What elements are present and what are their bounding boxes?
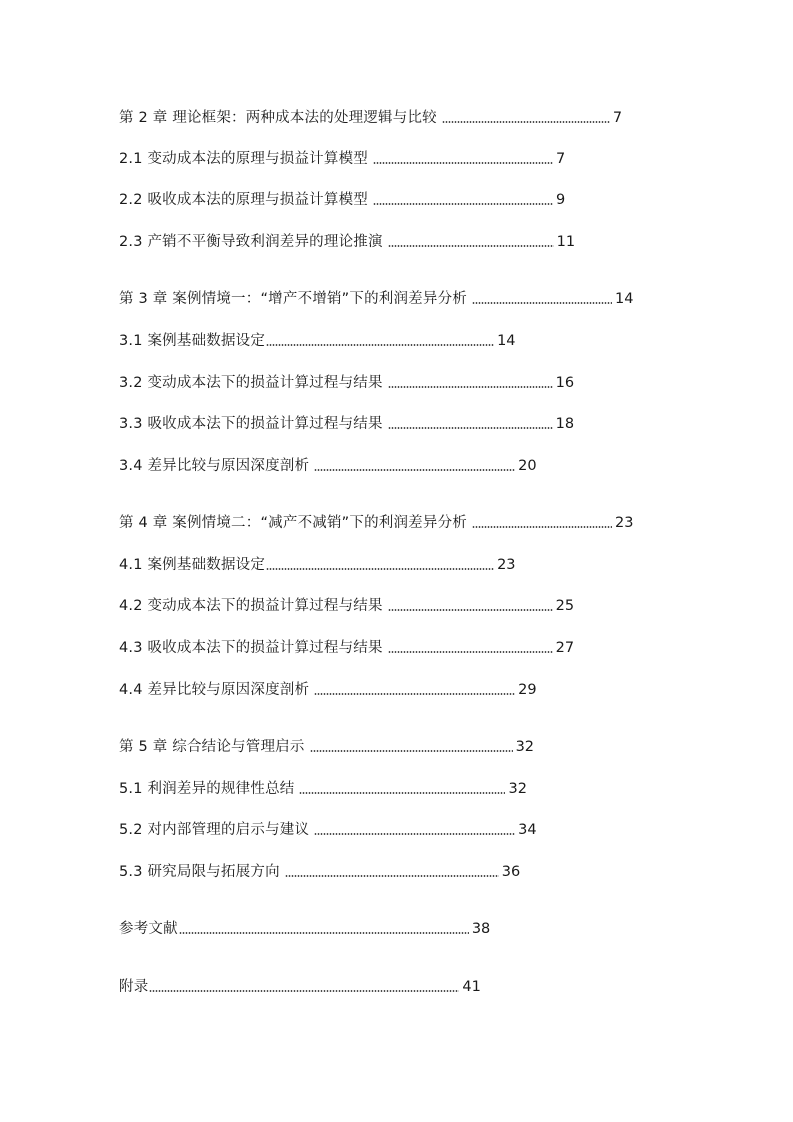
toc-entry-4-1[interactable] bbox=[119, 554, 516, 576]
toc-dot-leader bbox=[472, 526, 612, 528]
toc-page-number: 7 bbox=[555, 151, 566, 167]
toc-page-number: 38 bbox=[471, 921, 491, 937]
toc-entry-ch2[interactable] bbox=[119, 107, 622, 129]
toc-entry-title: 2.3 产销不平衡导致利润差异的理论推演 bbox=[119, 234, 383, 250]
toc-dot-leader bbox=[299, 792, 505, 794]
toc-entry-ch4[interactable] bbox=[119, 512, 633, 534]
toc-entry-title: 第 3 章 案例情境一：“增产不增销”下的利润差异分析 bbox=[119, 291, 467, 307]
toc-entry-title: 5.1 利润差异的规律性总结 bbox=[119, 781, 295, 797]
toc-entry-3-1[interactable] bbox=[119, 330, 516, 352]
toc-entry-title: 5.3 研究局限与拓展方向 bbox=[119, 864, 280, 880]
toc-entry-3-3[interactable] bbox=[119, 413, 574, 435]
toc-page-number: 27 bbox=[555, 640, 575, 656]
toc-dot-leader bbox=[388, 386, 553, 388]
toc-entry-title: 3.4 差异比较与原因深度剖析 bbox=[119, 458, 310, 474]
toc-page-number: 14 bbox=[497, 333, 516, 349]
toc-dot-leader bbox=[388, 427, 553, 429]
toc-page-number: 34 bbox=[518, 822, 537, 838]
toc-page-number: 32 bbox=[508, 781, 527, 797]
toc-dot-leader bbox=[472, 302, 612, 304]
toc-entry-references[interactable] bbox=[119, 918, 490, 940]
toc-dot-leader bbox=[388, 245, 554, 247]
toc-page-number: 9 bbox=[555, 192, 566, 208]
toc-entry-4-2[interactable] bbox=[119, 595, 574, 617]
toc-entry-title: 2.2 吸收成本法的原理与损益计算模型 bbox=[119, 192, 368, 208]
toc-dot-leader bbox=[442, 121, 610, 123]
toc-page-number: 23 bbox=[614, 515, 634, 531]
toc-entry-title: 4.1 案例基础数据设定 bbox=[119, 557, 266, 573]
toc-entry-title: 3.2 变动成本法下的损益计算过程与结果 bbox=[119, 375, 383, 391]
toc-page-number: 25 bbox=[555, 598, 575, 614]
toc-dot-leader bbox=[266, 344, 494, 346]
toc-entry-3-4[interactable] bbox=[119, 455, 537, 477]
toc-entry-title: 4.3 吸收成本法下的损益计算过程与结果 bbox=[119, 640, 383, 656]
toc-dot-leader bbox=[314, 469, 515, 471]
toc-entry-4-4[interactable] bbox=[119, 679, 537, 701]
toc-entry-title: 附录 bbox=[119, 979, 149, 995]
toc-entry-2-2[interactable] bbox=[119, 189, 565, 211]
toc-dot-leader bbox=[266, 568, 494, 570]
toc-dot-leader bbox=[373, 162, 553, 164]
toc-page-number: 41 bbox=[462, 979, 481, 995]
toc-entry-3-2[interactable] bbox=[119, 372, 574, 394]
toc-page-number: 11 bbox=[556, 234, 576, 250]
toc-entry-title: 3.1 案例基础数据设定 bbox=[119, 333, 266, 349]
toc-dot-leader bbox=[310, 750, 513, 752]
toc-entry-title: 4.4 差异比较与原因深度剖析 bbox=[119, 682, 310, 698]
toc-entry-title: 2.1 变动成本法的原理与损益计算模型 bbox=[119, 151, 368, 167]
toc-entry-ch5[interactable] bbox=[119, 736, 534, 758]
toc-dot-leader bbox=[149, 990, 459, 992]
toc-entry-2-3[interactable] bbox=[119, 231, 575, 253]
toc-entry-title: 4.2 变动成本法下的损益计算过程与结果 bbox=[119, 598, 383, 614]
toc-page-number: 20 bbox=[518, 458, 537, 474]
toc-entry-title: 3.3 吸收成本法下的损益计算过程与结果 bbox=[119, 416, 383, 432]
toc-page-number: 14 bbox=[614, 291, 634, 307]
toc-dot-leader bbox=[314, 693, 515, 695]
toc-entry-title: 5.2 对内部管理的启示与建议 bbox=[119, 822, 310, 838]
toc-entry-title: 第 5 章 综合结论与管理启示 bbox=[119, 739, 305, 755]
toc-entry-5-2[interactable] bbox=[119, 819, 537, 841]
toc-entry-title: 第 4 章 案例情境二：“减产不减销”下的利润差异分析 bbox=[119, 515, 467, 531]
toc-page-number: 36 bbox=[501, 864, 521, 880]
toc-entry-ch3[interactable] bbox=[119, 288, 633, 310]
toc-page-number: 29 bbox=[518, 682, 537, 698]
toc-dot-leader bbox=[314, 833, 515, 835]
toc-dot-leader bbox=[285, 875, 499, 877]
toc-page-number: 18 bbox=[555, 416, 575, 432]
toc-page-number: 32 bbox=[515, 739, 535, 755]
toc-page-number: 23 bbox=[497, 557, 516, 573]
toc-entry-2-1[interactable] bbox=[119, 148, 565, 170]
toc-entry-5-3[interactable] bbox=[119, 861, 520, 883]
toc-entry-title: 第 2 章 理论框架：两种成本法的处理逻辑与比较 bbox=[119, 110, 437, 126]
toc-dot-leader bbox=[179, 932, 469, 934]
toc-dot-leader bbox=[388, 609, 553, 611]
toc-page-number: 7 bbox=[612, 110, 623, 126]
toc-entry-title: 参考文献 bbox=[119, 921, 178, 937]
toc-dot-leader bbox=[373, 203, 553, 205]
toc-entry-appendix[interactable] bbox=[119, 976, 481, 998]
toc-dot-leader bbox=[388, 651, 553, 653]
toc-page-number: 16 bbox=[555, 375, 575, 391]
toc-entry-5-1[interactable] bbox=[119, 778, 527, 800]
toc-entry-4-3[interactable] bbox=[119, 637, 574, 659]
